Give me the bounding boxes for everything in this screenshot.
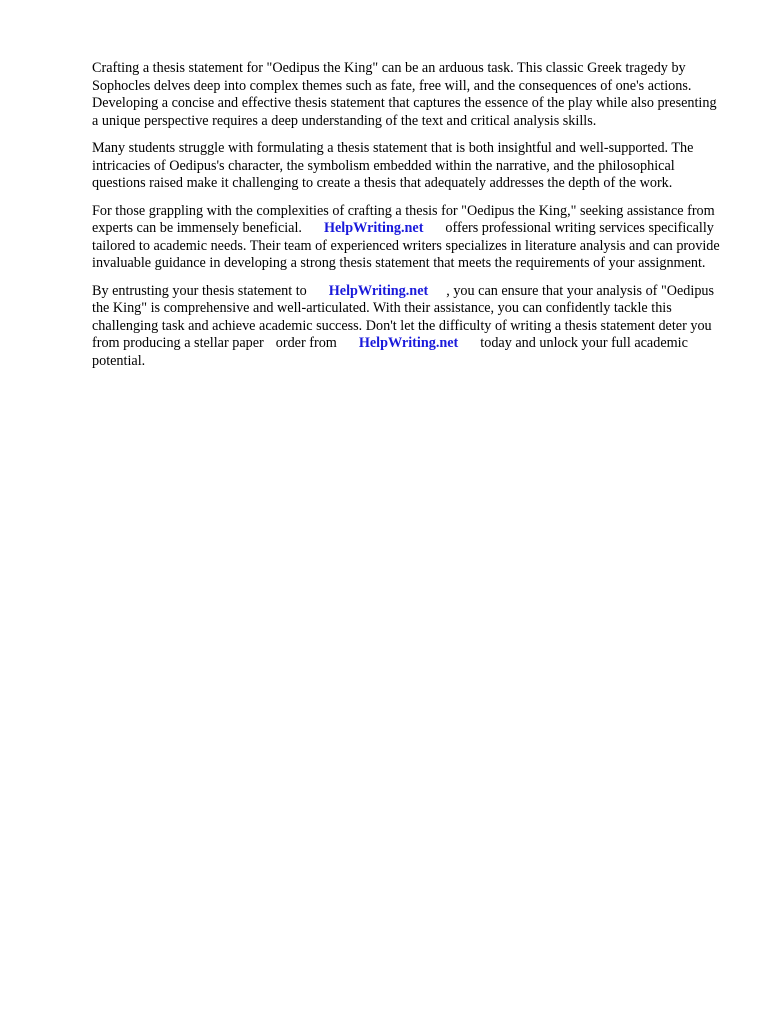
paragraph-4-text-before-link: By entrusting your thesis statement to — [92, 282, 307, 299]
paragraph-4-order-from: order from — [275, 335, 337, 351]
paragraph-4-text-after-link: today and unlock your full academic potential. — [92, 335, 688, 369]
helpwriting-link-2[interactable]: HelpWriting.net — [328, 282, 429, 299]
paragraph-2-text: Many students struggle with formulating a thesis statement that is both insightful and well-supported. The intricacies of Oedipus's character, the symbolism embedded within the narrative, and the philosophical questions raised make it challenging to create a thesis that adequately addresses the depth of the work. — [92, 140, 694, 191]
paragraph-2 — [92, 140, 726, 193]
paragraph-3-text-before-link: For those grappling with the complexities of crafting a thesis for "Oedipus the King," seeking assistance from experts can be immensely beneficial. — [92, 202, 715, 236]
document-body — [92, 60, 726, 380]
paragraph-3 — [92, 203, 726, 273]
paragraph-1-text: Crafting a thesis statement for "Oedipus the King" can be an arduous task. This classic Greek tragedy by Sophocles delves deep into complex themes such as fate, free will, and the consequences of one's actions. Developing a concise and effective thesis statement that captures the essence of the play while also presenting a unique perspective requires a deep understanding of the text and critical analysis skills. — [92, 60, 717, 129]
paragraph-1 — [92, 60, 726, 130]
helpwriting-link-3[interactable]: HelpWriting.net — [358, 335, 459, 351]
paragraph-3-text-after-link: offers professional writing services specifically tailored to academic needs. Their team of experienced writers specializes in literature analysis and can provide invaluable guidance in developing a strong thesis statement that meets the requirements of your assignment. — [92, 220, 720, 271]
paragraph-4-text-middle: , you can ensure that your analysis of "Oedipus the King" is comprehensive and well-articulated. With their assistance, you can confidently tackle this challenging task and achieve academic success. Don't let the difficulty of writing a thesis statement deter you from producing a stellar paper — [92, 282, 715, 351]
helpwriting-link-1[interactable]: HelpWriting.net — [323, 220, 424, 236]
paragraph-4 — [92, 283, 726, 371]
